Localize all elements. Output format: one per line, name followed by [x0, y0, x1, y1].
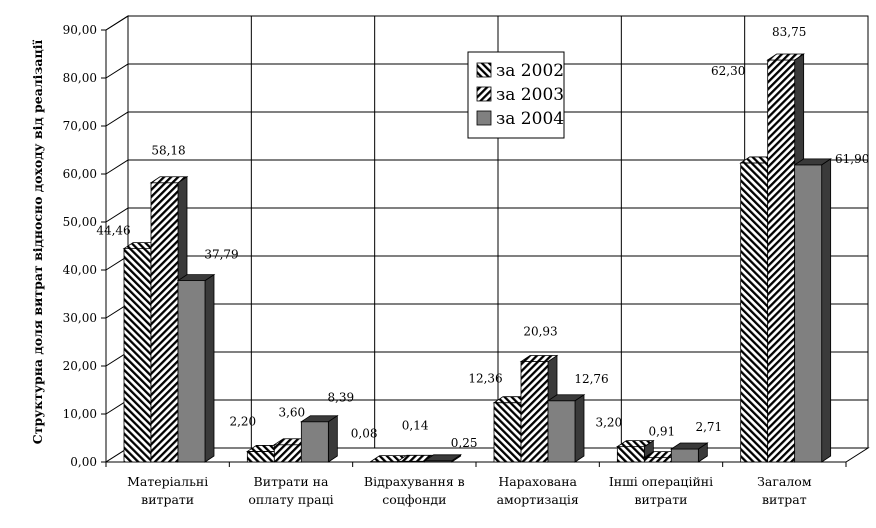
y-tick-label: 30,00 — [62, 311, 97, 325]
category-label: Відрахування в — [363, 474, 465, 489]
data-label: 0,91 — [648, 424, 676, 439]
y-tick-label: 90,00 — [62, 23, 97, 37]
category-label: Витрати на — [253, 474, 329, 489]
bar — [521, 362, 548, 462]
category-label: витрат — [762, 492, 807, 507]
y-tick-label: 40,00 — [62, 263, 97, 277]
y-tick-label: 10,00 — [62, 407, 97, 421]
data-label: 3,20 — [595, 415, 623, 430]
category-label: Загалом — [757, 474, 812, 489]
bar — [124, 249, 151, 462]
bar-side — [205, 275, 214, 462]
data-label: 3,60 — [278, 405, 306, 420]
y-tick-label: 70,00 — [62, 119, 97, 133]
category-label: оплату праці — [248, 492, 334, 507]
data-label: 2,71 — [695, 419, 723, 434]
data-label: 0,25 — [450, 435, 478, 450]
y-tick-label: 20,00 — [62, 359, 97, 373]
data-label: 2,20 — [229, 414, 257, 429]
bar — [301, 422, 328, 462]
data-label: 0,14 — [401, 418, 429, 433]
category-label: соцфонди — [382, 492, 447, 507]
bar-side — [575, 395, 584, 462]
bar-side — [328, 416, 337, 462]
legend — [468, 52, 564, 138]
data-label: 58,18 — [151, 143, 186, 158]
category-label: Нарахована — [498, 474, 577, 489]
legend-swatch — [477, 87, 491, 101]
bar — [795, 165, 822, 462]
data-label: 12,76 — [574, 371, 609, 386]
category-label: Матеріальні — [127, 474, 209, 489]
bar — [274, 445, 301, 462]
category-label: Інші операційні — [608, 474, 714, 489]
data-label: 8,39 — [327, 390, 355, 405]
data-label: 83,75 — [771, 25, 807, 39]
category-label: витрати — [634, 492, 688, 507]
bar-side — [822, 159, 831, 462]
y-tick-label: 60,00 — [62, 167, 97, 181]
data-label: 44,46 — [96, 223, 131, 238]
data-label: 12,36 — [468, 371, 503, 386]
data-label: 0,08 — [350, 426, 378, 441]
bar — [768, 60, 795, 462]
legend-label: за 2003 — [496, 85, 565, 105]
data-label: 62,30 — [710, 63, 746, 78]
bar — [151, 183, 178, 462]
legend-swatch — [477, 111, 491, 125]
bar — [671, 449, 698, 462]
bar — [548, 401, 575, 462]
y-axis-title: Структурна доля витрат відносно доходу від реалізації — [30, 39, 45, 445]
legend-label: за 2002 — [496, 61, 565, 81]
legend-swatch — [477, 63, 491, 77]
data-label: 61,90 — [834, 151, 870, 166]
y-tick-label: 50,00 — [62, 215, 97, 229]
bar — [247, 451, 274, 462]
bar — [644, 458, 671, 462]
legend-label: за 2004 — [496, 109, 565, 129]
data-label: 20,93 — [523, 324, 558, 339]
category-label: амортизація — [496, 492, 579, 507]
bar — [178, 281, 205, 462]
y-tick-label: 0,00 — [70, 455, 97, 469]
bar — [617, 447, 644, 462]
data-label: 37,79 — [204, 247, 239, 262]
bar — [741, 163, 768, 462]
y-tick-label: 80,00 — [62, 71, 97, 85]
category-label: витрати — [141, 492, 195, 507]
bar — [494, 403, 521, 462]
